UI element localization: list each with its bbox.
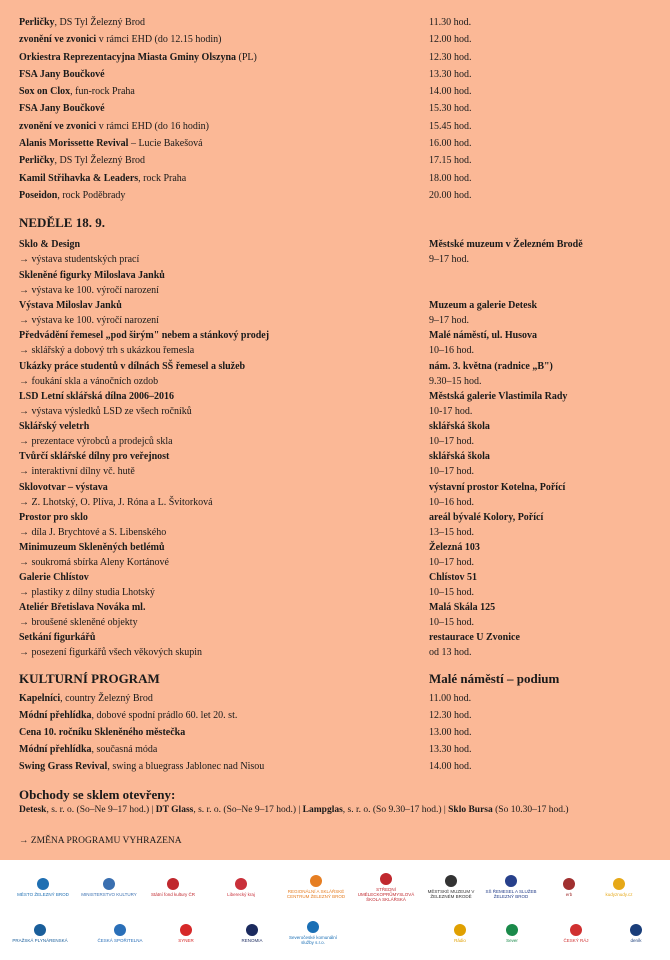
item-place: výstavní prostor Kotelna, Pořící: [429, 482, 566, 493]
logo-label: STŘEDNÍ UMĚLECKOPRŮMYSLOVÁ ŠKOLA SKLÁŘSKÁ: [357, 886, 415, 902]
logo-mark-icon: [307, 921, 319, 933]
culture-desc: , dobové spodní prádlo 60. let 20. st.: [91, 710, 238, 721]
item-title: Sklo & Design: [19, 239, 81, 250]
sponsor-logo: [78, 870, 140, 904]
culture-row: [19, 707, 659, 724]
logo-mark-icon: [445, 875, 457, 887]
event-label: [19, 66, 105, 83]
item-sub-row: [19, 342, 659, 359]
event-time: 11.30 hod.: [429, 17, 472, 28]
event-desc: – Lucie Bakešová: [128, 138, 203, 149]
logo-label: REGIONÁLNÍ A SKLÁŘSKÉ CENTRUM ŽELEZNÝ BROD: [286, 889, 346, 899]
sponsor-logo: [285, 916, 341, 950]
event-time: 17.15 hod.: [429, 155, 472, 166]
item-title: Ateliér Břetislava Nováka ml.: [19, 602, 146, 613]
program-content: [19, 0, 659, 860]
sponsor-logo: [142, 870, 204, 904]
item-subtitle: → Z. Lhotský, O. Plíva, J. Róna a L. Švitorková: [19, 497, 213, 508]
item-place: Železná 103: [429, 542, 480, 553]
culture-label: [19, 741, 157, 758]
item-time: 10–16 hod.: [429, 345, 474, 356]
logo-mark-icon: [103, 878, 115, 890]
logo-label: kudyznudy.cz: [605, 891, 633, 897]
logo-label: MĚSTO ŽELEZNÝ BROD: [17, 891, 69, 897]
culture-time: 12.30 hod.: [429, 710, 472, 721]
logo-label: MINISTERSTVO KULTURY: [81, 891, 137, 897]
shops-heading: Obchody se sklem otevřeny:: [19, 787, 176, 802]
culture-label: [19, 690, 153, 707]
shop-info: (So 10.30–17 hod.): [492, 805, 569, 815]
sponsor-logo: [92, 916, 148, 950]
logo-mark-icon: [310, 875, 322, 887]
item-time: 9.30–15 hod.: [429, 376, 482, 387]
sponsor-logo: [12, 870, 74, 904]
event-time: 12.30 hod.: [429, 52, 472, 63]
sponsor-logo: [588, 870, 650, 904]
culture-desc: , současná móda: [91, 744, 158, 755]
logo-mark-icon: [570, 924, 582, 936]
item-subtitle: → interaktivní dílny vč. hutě: [19, 466, 135, 477]
event-desc: v rámci EHD (do 16 hodin): [96, 121, 209, 132]
item-time: 9–17 hod.: [429, 254, 469, 265]
item-place: Městská galerie Vlastimila Rady: [429, 391, 568, 402]
event-time: 14.00 hod.: [429, 86, 472, 97]
event-name: Kamil Střihavka & Leaders: [19, 173, 139, 184]
item-subtitle: → výstava výsledků LSD ze všech ročníků: [19, 406, 192, 417]
culture-row: [19, 690, 659, 707]
event-row: [19, 66, 659, 83]
item-time: 10-17 hod.: [429, 406, 473, 417]
item-subtitle: → výstava ke 100. výročí narození: [19, 315, 159, 326]
logo-label: Státní fond kultury ČR: [150, 891, 196, 897]
logo-label: erb: [565, 891, 573, 897]
item-subtitle: → výstava studentských prací: [19, 254, 140, 265]
item-place: nám. 3. května (radnice „B"): [429, 361, 553, 372]
item-time: 10–15 hod.: [429, 617, 474, 628]
item-title: Minimuzeum Skleněných betlémů: [19, 542, 165, 553]
logo-mark-icon: [180, 924, 192, 936]
culture-time: 13.30 hod.: [429, 744, 472, 755]
event-row: [19, 31, 659, 48]
logo-label: Rádio: [454, 937, 466, 943]
item-place: Malé náměstí, ul. Husova: [429, 330, 538, 341]
sponsor-logo: [285, 870, 347, 904]
item-title: Tvůrčí sklářské dílny pro veřejnost: [19, 451, 170, 462]
shop-info: , s. r. o. (So–Ne 9–17 hod.) |: [46, 805, 156, 815]
event-desc: , rock Poděbrady: [57, 190, 126, 201]
shop-info: , s. r. o. (So–Ne 9–17 hod.) |: [193, 805, 303, 815]
sponsor-logo: [420, 870, 482, 904]
item-subtitle: → prezentace výrobců a prodejců skla: [19, 436, 173, 447]
logo-mark-icon: [506, 924, 518, 936]
event-row: [19, 135, 659, 152]
item-time: od 13 hod.: [429, 647, 472, 658]
sponsor-logo: [548, 916, 604, 950]
logo-label: Severočeské komunální služby s.r.o.: [288, 935, 338, 945]
culture-desc: , country Železný Brod: [60, 693, 153, 704]
event-label: [19, 31, 221, 48]
logo-mark-icon: [563, 878, 575, 890]
logo-mark-icon: [246, 924, 258, 936]
item-title: Prostor pro sklo: [19, 512, 88, 523]
event-label: [19, 170, 186, 187]
item-time: 13–15 hod.: [429, 527, 474, 538]
event-row: [19, 100, 659, 117]
item-subtitle: → plastiky z dílny studia Lhotský: [19, 587, 155, 598]
item-place: sklářská škola: [429, 451, 490, 462]
event-time: 12.00 hod.: [429, 34, 472, 45]
sunday-heading: NEDĚLE 18. 9.: [19, 215, 105, 230]
item-place: restaurace U Zvonice: [429, 632, 520, 643]
culture-desc: , swing a bluegrass Jablonec nad Nisou: [107, 761, 265, 772]
event-name: FSA Jany Boučkové: [19, 69, 105, 80]
item-sub-row: [19, 644, 659, 661]
shops-list: [19, 802, 569, 818]
item-place: Městské muzeum v Železném Brodě: [429, 239, 583, 250]
event-name: zvonění ve zvonici: [19, 121, 97, 132]
event-time: 16.00 hod.: [429, 138, 472, 149]
logo-label: MĚSTSKÉ MUZEUM V ŽELEZNÉM BRODĚ: [427, 889, 475, 899]
logo-label: SYNER: [178, 937, 194, 943]
item-title: Předvádění řemesel „pod širým" nebem a stánkový prodej: [19, 330, 270, 341]
item-title: Sklářský veletrh: [19, 421, 90, 432]
item-place: areál bývalé Kolory, Pořící: [429, 512, 544, 523]
event-row: [19, 187, 659, 204]
item-subtitle: → výstava ke 100. výročí narození: [19, 285, 159, 296]
item-time: 9–17 hod.: [429, 315, 469, 326]
item-subtitle: → díla J. Brychtové a S. Libenského: [19, 527, 167, 538]
culture-row: [19, 741, 659, 758]
event-name: Perličky: [19, 155, 55, 166]
item-title: Setkání figurkářů: [19, 632, 96, 643]
sponsor-logo: [355, 870, 417, 904]
event-row: [19, 14, 659, 31]
logo-label: PRAŽSKÁ PLYNÁRENSKÁ: [12, 937, 68, 943]
logo-mark-icon: [630, 924, 642, 936]
item-sub-row: [19, 251, 659, 268]
logo-label: Sever: [506, 937, 518, 943]
logo-mark-icon: [454, 924, 466, 936]
culture-name: Kapelníci: [19, 693, 61, 704]
sponsor-logo: [224, 916, 280, 950]
event-time: 20.00 hod.: [429, 190, 472, 201]
event-name: FSA Jany Boučkové: [19, 103, 105, 114]
event-label: [19, 83, 135, 100]
item-title: Skleněné figurky Miloslava Janků: [19, 270, 165, 281]
sponsor-logo: [210, 870, 272, 904]
culture-name: Módní přehlídka: [19, 744, 92, 755]
item-subtitle: → foukání skla a vánočních ozdob: [19, 376, 159, 387]
event-label: [19, 100, 105, 117]
item-time: 10–17 hod.: [429, 466, 474, 477]
sponsor-logo: [480, 870, 542, 904]
event-row: [19, 152, 659, 169]
item-place: Chlístov 51: [429, 572, 478, 583]
culture-time: 11.00 hod.: [429, 693, 472, 704]
item-time: 10–17 hod.: [429, 436, 474, 447]
sponsor-logo: [432, 916, 488, 950]
event-name: Alanis Morissette Revival: [19, 138, 129, 149]
culture-row: [19, 724, 659, 741]
culture-time: 13.00 hod.: [429, 727, 472, 738]
event-desc: v rámci EHD (do 12.15 hodin): [96, 34, 222, 45]
item-title: Výstava Miloslav Janků: [19, 300, 122, 311]
event-label: [19, 118, 209, 135]
event-label: [19, 152, 145, 169]
event-name: zvonění ve zvonici: [19, 34, 97, 45]
item-title: Sklovotvar – výstava: [19, 482, 108, 493]
logo-label: ČESKÁ SPOŘITELNA: [97, 937, 143, 943]
event-desc: , DS Tyl Železný Brod: [54, 17, 146, 28]
event-name: Poseidon: [19, 190, 58, 201]
culture-time: 14.00 hod.: [429, 761, 472, 772]
culture-location: Malé náměstí – podium: [429, 671, 560, 686]
event-row: [19, 170, 659, 187]
item-time: 10–16 hod.: [429, 497, 474, 508]
logo-mark-icon: [34, 924, 46, 936]
culture-label: [19, 758, 264, 775]
shop-name: DT Glass: [155, 805, 194, 815]
logo-mark-icon: [37, 878, 49, 890]
logo-label: RENOMIA: [241, 937, 263, 943]
sponsor-logo: [158, 916, 214, 950]
item-place: Malá Skála 125: [429, 602, 496, 613]
logo-mark-icon: [380, 873, 392, 885]
item-subtitle: → sklářský a dobový trh s ukázkou řemesla: [19, 345, 195, 356]
culture-name: Cena 10. ročníku Skleněného městečka: [19, 727, 186, 738]
culture-name: Swing Grass Revival: [19, 761, 108, 772]
item-title: Ukázky práce studentů v dílnách SŠ řemesel a služeb: [19, 361, 246, 372]
event-name: Perličky: [19, 17, 55, 28]
item-subtitle: → soukromá sbírka Aleny Kortánové: [19, 557, 169, 568]
item-time: 10–17 hod.: [429, 557, 474, 568]
culture-row: [19, 758, 659, 775]
sponsor-logos: [0, 860, 670, 960]
item-place: sklářská škola: [429, 421, 490, 432]
item-time: 10–15 hod.: [429, 587, 474, 598]
culture-name: Módní přehlídka: [19, 710, 92, 721]
culture-label: [19, 724, 185, 741]
item-title: Galerie Chlístov: [19, 572, 89, 583]
event-name: Orkiestra Reprezentacyjna Miasta Gminy Olszyna: [19, 52, 237, 63]
sponsor-logo: [484, 916, 540, 950]
shop-name: Detesk: [19, 805, 47, 815]
logo-mark-icon: [114, 924, 126, 936]
event-label: [19, 187, 125, 204]
logo-mark-icon: [235, 878, 247, 890]
item-title: LSD Letní sklářská dílna 2006–2016: [19, 391, 175, 402]
event-desc: (PL): [236, 52, 257, 63]
logo-mark-icon: [167, 878, 179, 890]
event-label: [19, 135, 203, 152]
culture-heading: KULTURNÍ PROGRAM: [19, 671, 160, 686]
event-desc: , rock Praha: [138, 173, 187, 184]
item-subtitle: → posezení figurkářů všech věkových skupin: [19, 647, 203, 658]
item-sub-row: [19, 463, 659, 480]
sponsor-logo: [608, 916, 664, 950]
logo-label: Liberecký kraj: [227, 891, 255, 897]
shop-name: Sklo Bursa: [448, 805, 493, 815]
event-desc: , DS Tyl Železný Brod: [54, 155, 146, 166]
event-time: 15.30 hod.: [429, 103, 472, 114]
event-desc: , fun-rock Praha: [70, 86, 135, 97]
logo-label: deník: [630, 937, 642, 943]
item-place: Muzeum a galerie Detesk: [429, 300, 538, 311]
logo-mark-icon: [613, 878, 625, 890]
program-change-note: → ZMĚNA PROGRAMU VYHRAZENA: [19, 836, 182, 846]
event-row: [19, 49, 659, 66]
event-time: 15.45 hod.: [429, 121, 472, 132]
event-row: [19, 118, 659, 135]
logo-label: ČESKÝ RÁJ: [563, 937, 589, 943]
logo-mark-icon: [505, 875, 517, 887]
shop-name: Lampglas: [302, 805, 343, 815]
event-row: [19, 83, 659, 100]
event-time: 13.30 hod.: [429, 69, 472, 80]
event-label: [19, 14, 145, 31]
event-time: 18.00 hod.: [429, 173, 472, 184]
item-subtitle: → broušené skleněné objekty: [19, 617, 138, 628]
culture-label: [19, 707, 237, 724]
event-name: Sox on Clox: [19, 86, 71, 97]
logo-label: SŠ ŘEMESEL A SLUŽEB ŽELEZNÝ BROD: [485, 889, 537, 899]
shop-info: , s. r. o. (So 9.30–17 hod.) |: [342, 805, 449, 815]
event-label: [19, 49, 257, 66]
sponsor-logo: [12, 916, 68, 950]
